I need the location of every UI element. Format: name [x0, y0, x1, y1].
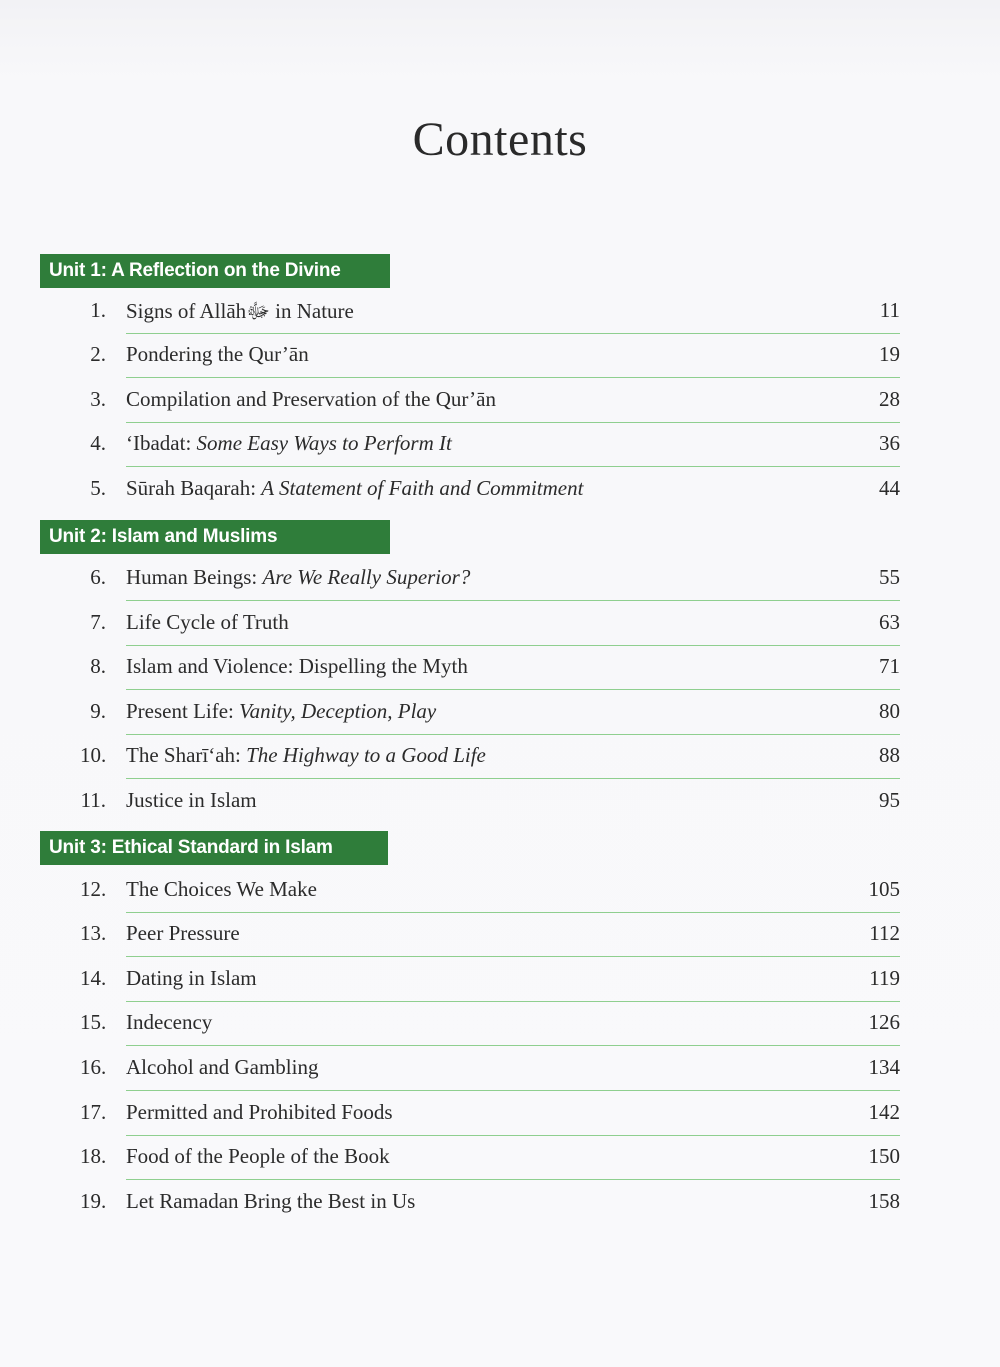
entry-number: 5. — [90, 476, 106, 500]
entry-title: Indecency — [126, 1010, 213, 1034]
entry-page-number: 63 — [879, 610, 900, 634]
entry-title: Sūrah Baqarah: A Statement of Faith and Commitment — [126, 476, 584, 500]
toc-entry-18[interactable] — [80, 1136, 900, 1180]
entry-title: ‘Ibadat: Some Easy Ways to Perform It — [126, 431, 452, 455]
entry-number: 11. — [80, 788, 106, 812]
entry-number: 18. — [80, 1144, 107, 1168]
unit-heading-1: Unit 1: A Reflection on the Divine — [40, 254, 390, 288]
entry-page-number: 126 — [868, 1010, 900, 1034]
entry-rule — [126, 466, 900, 467]
entry-title: The Sharī‘ah: The Highway to a Good Life — [126, 743, 486, 767]
entry-page-number: 11 — [879, 298, 900, 322]
entry-number: 17. — [80, 1100, 107, 1124]
entry-rule — [126, 1179, 900, 1180]
entry-title: Pondering the Qur’ān — [126, 342, 309, 366]
unit-heading-3: Unit 3: Ethical Standard in Islam — [40, 831, 388, 865]
entry-number: 6. — [90, 565, 106, 589]
entry-page-number: 95 — [879, 788, 900, 812]
toc-entry-10[interactable] — [80, 735, 900, 779]
toc-entry-16[interactable] — [80, 1047, 900, 1091]
entry-page-number: 36 — [879, 431, 900, 455]
entry-number: 9. — [90, 699, 106, 723]
entry-title: Justice in Islam — [126, 788, 257, 812]
entry-title: Let Ramadan Bring the Best in Us — [126, 1189, 416, 1213]
entry-rule — [126, 1045, 900, 1046]
toc-entry-17[interactable] — [80, 1092, 900, 1136]
entry-number: 4. — [90, 431, 106, 455]
entry-rule — [126, 377, 900, 378]
entry-title: Compilation and Preservation of the Qur’ān — [126, 387, 496, 411]
entry-title: Food of the People of the Book — [126, 1144, 390, 1168]
entry-number: 16. — [80, 1055, 107, 1079]
toc-entry-4[interactable] — [80, 423, 900, 467]
entry-page-number: 71 — [879, 654, 900, 678]
toc-entry-14[interactable] — [80, 958, 900, 1002]
entry-title: The Choices We Make — [126, 877, 317, 901]
entry-number: 3. — [90, 387, 106, 411]
entry-number: 19. — [80, 1189, 107, 1213]
toc-entry-12[interactable] — [80, 869, 900, 913]
entry-title: Signs of Allāhﷻ in Nature — [126, 299, 354, 323]
toc-entry-7[interactable] — [80, 602, 900, 646]
entry-title: Dating in Islam — [126, 966, 257, 990]
entry-page-number: 119 — [869, 966, 900, 990]
toc-entry-5[interactable] — [80, 468, 900, 512]
entry-title: Permitted and Prohibited Foods — [126, 1100, 393, 1124]
toc-entry-1[interactable] — [80, 290, 900, 334]
entry-page-number: 55 — [879, 565, 900, 589]
entry-page-number: 158 — [868, 1189, 900, 1213]
entry-number: 14. — [80, 966, 107, 990]
toc-entry-8[interactable] — [80, 646, 900, 690]
entry-rule — [126, 600, 900, 601]
entry-page-number: 112 — [869, 921, 900, 945]
entry-number: 8. — [90, 654, 106, 678]
entry-number: 1. — [90, 298, 106, 322]
entry-title: Islam and Violence: Dispelling the Myth — [126, 654, 468, 678]
entry-page-number: 134 — [868, 1055, 900, 1079]
entry-rule — [126, 689, 900, 690]
unit-heading-2: Unit 2: Islam and Muslims — [40, 520, 390, 554]
entry-number: 10. — [80, 743, 107, 767]
entry-page-number: 142 — [868, 1100, 900, 1124]
entry-number: 7. — [90, 610, 106, 634]
page-title: Contents — [412, 113, 588, 166]
entry-page-number: 44 — [879, 476, 900, 500]
entry-page-number: 105 — [868, 877, 900, 901]
entry-title: Alcohol and Gambling — [126, 1055, 319, 1079]
entry-rule — [126, 1090, 900, 1091]
toc-entry-6[interactable] — [80, 557, 900, 601]
entry-number: 12. — [80, 877, 107, 901]
entry-number: 2. — [90, 342, 106, 366]
entry-page-number: 80 — [879, 699, 900, 723]
entry-title: Human Beings: Are We Really Superior? — [126, 565, 471, 589]
toc-entry-3[interactable] — [80, 379, 900, 423]
entry-number: 13. — [80, 921, 107, 945]
toc-entry-15[interactable] — [80, 1002, 900, 1046]
entry-page-number: 88 — [879, 743, 900, 767]
toc-entry-11[interactable] — [80, 780, 900, 824]
entry-page-number: 150 — [868, 1144, 900, 1168]
entry-rule — [126, 778, 900, 779]
toc-entry-13[interactable] — [80, 913, 900, 957]
entry-title: Life Cycle of Truth — [126, 610, 289, 634]
toc-entry-19[interactable] — [80, 1181, 900, 1225]
entry-title: Present Life: Vanity, Deception, Play — [126, 699, 437, 723]
toc-entry-2[interactable] — [80, 334, 900, 378]
toc-entry-9[interactable] — [80, 691, 900, 735]
entry-rule — [126, 956, 900, 957]
entry-page-number: 19 — [879, 342, 900, 366]
entry-title: Peer Pressure — [126, 921, 240, 945]
entry-number: 15. — [80, 1010, 107, 1034]
entry-page-number: 28 — [879, 387, 900, 411]
